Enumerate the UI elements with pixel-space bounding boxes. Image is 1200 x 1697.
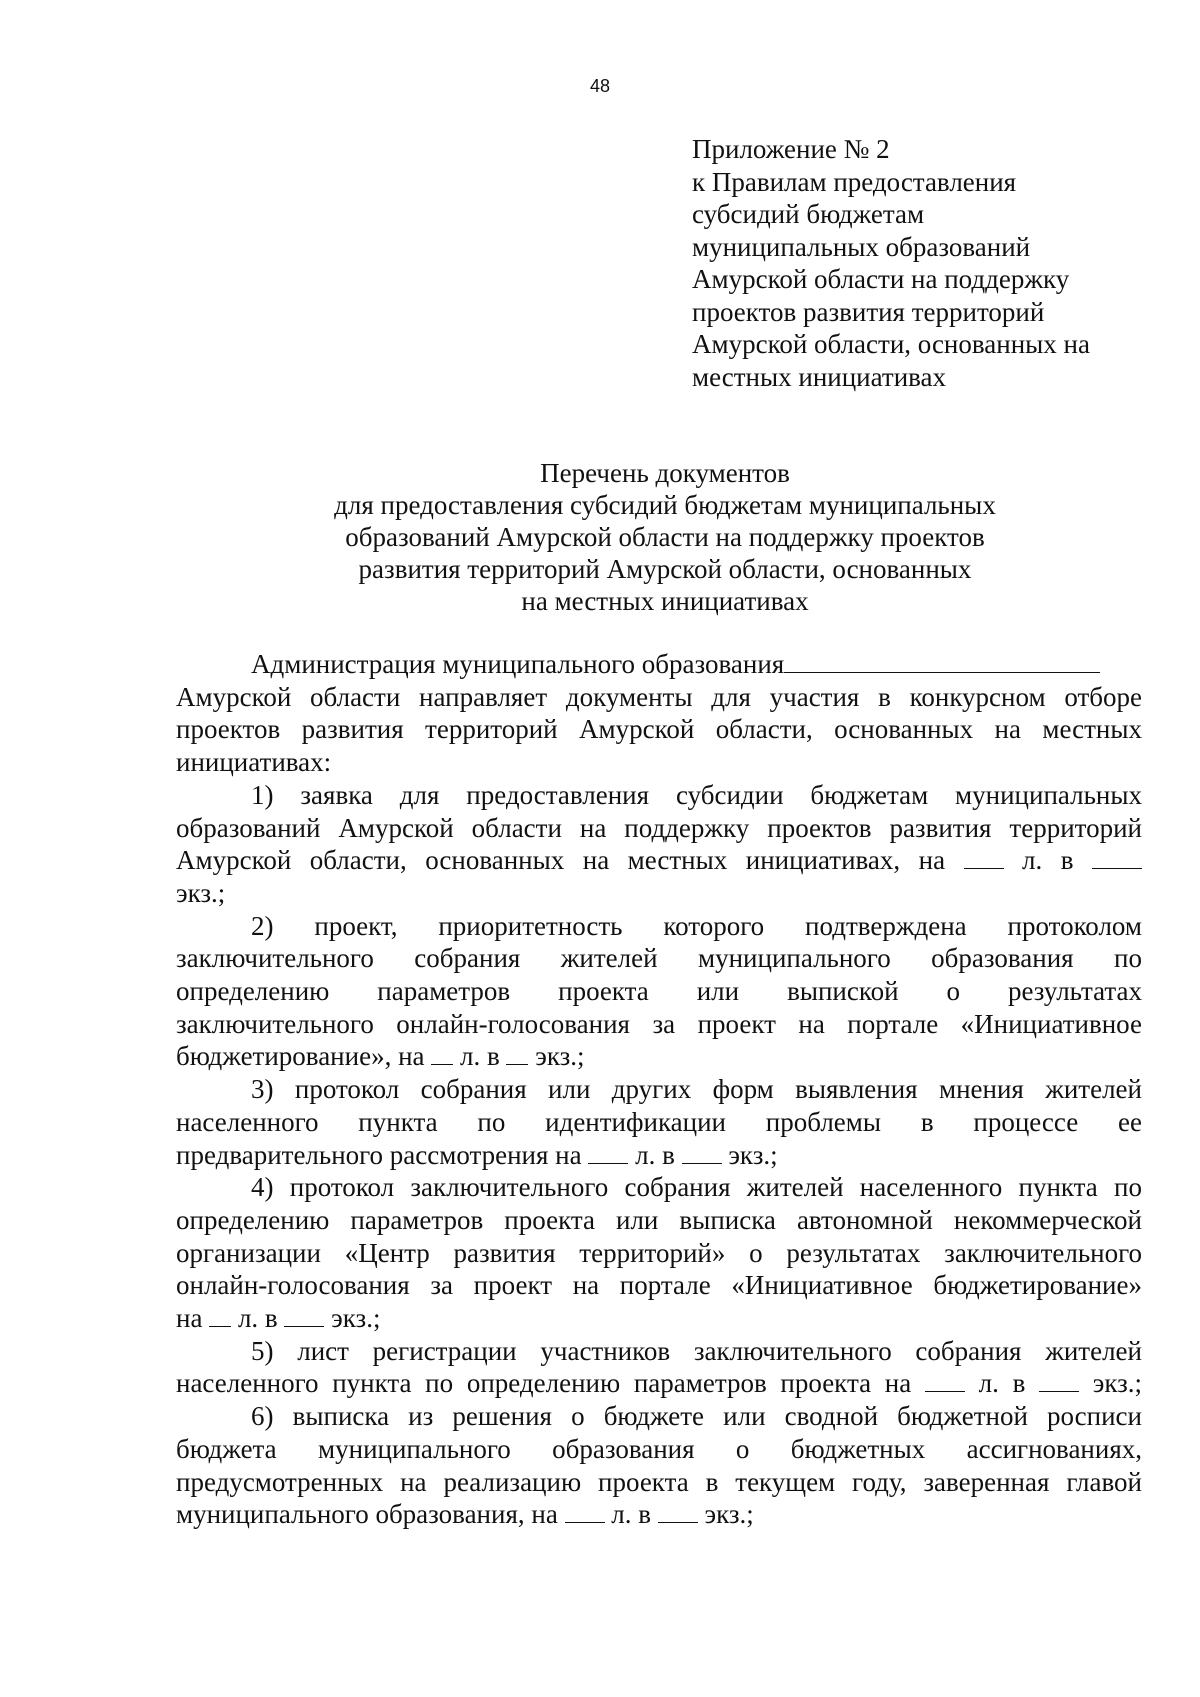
item-line: определению параметров проекта или выписка автономной некоммерческой: [176, 1204, 1142, 1235]
item-line: 1) заявка для предоставления субсидии бюджетам муниципальных: [251, 779, 1142, 810]
item-line: [176, 1302, 1142, 1335]
list-item: [176, 1171, 1142, 1335]
item-text: л. в: [635, 1139, 675, 1170]
item-text: муниципального образования, на: [176, 1499, 558, 1530]
title-line: для предоставления субсидий бюджетам муниципальных: [334, 490, 996, 520]
fill-in-blank: [565, 1498, 605, 1523]
item-text: л. в: [460, 1041, 500, 1072]
document-body: [176, 648, 1142, 1531]
item-line: 4) протокол заключительного собрания жителей населенного пункта по: [251, 1172, 1142, 1203]
item-text: экз.;: [1092, 1368, 1143, 1399]
item-text: экз.;: [331, 1303, 381, 1334]
fill-in-blank: [925, 1367, 965, 1392]
item-line: 5) лист регистрации участников заключительного собрания жителей: [251, 1335, 1142, 1366]
item-text: на: [176, 1303, 203, 1334]
fill-in-blank: [1039, 1367, 1079, 1392]
fill-in-blank: [284, 1302, 324, 1327]
item-line: бюджета муниципального образования о бюджетных ассигнованиях,: [176, 1433, 1142, 1464]
list-item: [176, 1073, 1142, 1171]
item-line: экз.;: [176, 877, 226, 908]
item-text: экз.;: [704, 1499, 754, 1530]
item-text: экз.;: [728, 1139, 778, 1170]
item-line: [176, 1498, 1142, 1531]
fill-in-blank: [209, 1302, 231, 1327]
appendix-line: Приложение № 2: [692, 134, 890, 164]
appendix-line: Амурской области, основанных на: [692, 329, 1090, 359]
fill-in-blank: [1092, 844, 1142, 869]
appendix-header: [692, 133, 1090, 393]
item-line: предусмотренных на реализацию проекта в текущем году, заверенная главой: [176, 1466, 1142, 1497]
title-line: Перечень документов: [540, 458, 790, 488]
list-item: [176, 910, 1142, 1074]
item-line: населенного пункта по идентификации проблемы в процессе ее: [176, 1106, 1142, 1137]
item-text: л. в: [1022, 845, 1074, 876]
item-line: заключительного собрания жителей муниципального образования по: [176, 943, 1142, 974]
item-text: л. в: [611, 1499, 652, 1530]
item-line: организации «Центр развития территорий» о результатах заключительного: [176, 1237, 1142, 1268]
appendix-line: субсидий бюджетам: [692, 199, 925, 229]
fill-in-blank: [964, 844, 1004, 869]
intro-line: проектов развития территорий Амурской области, основанных на местных: [176, 714, 1142, 745]
document-title: [0, 457, 1200, 617]
list-item: [176, 779, 1142, 910]
intro-line: Амурской области направляет документы для участия в конкурсном отборе: [176, 681, 1142, 712]
fill-in-blank: [506, 1040, 528, 1065]
item-line: [176, 844, 1142, 877]
item-text: л. в: [978, 1368, 1026, 1399]
item-text: предварительного рассмотрения на: [176, 1139, 582, 1170]
fill-in-blank: [682, 1139, 722, 1164]
appendix-line: Амурской области на поддержку: [692, 264, 1070, 294]
item-line: определению параметров проекта или выпиской о результатах: [176, 976, 1142, 1007]
intro-line: [176, 648, 1142, 681]
intro-text: Администрация муниципального образования: [251, 649, 785, 679]
item-line: 2) проект, приоритетность которого подтверждена протоколом: [251, 910, 1142, 941]
item-text: л. в: [237, 1303, 278, 1334]
title-line: развития территорий Амурской области, основанных: [358, 554, 972, 584]
appendix-line: проектов развития территорий: [692, 296, 1045, 327]
title-line: образований Амурской области на поддержку проектов: [345, 522, 985, 552]
item-line: 6) выписка из решения о бюджете или сводной бюджетной росписи: [251, 1401, 1142, 1432]
item-text: населенного пункта по определению параметров проекта на: [176, 1368, 912, 1399]
fill-in-blank: [588, 1139, 628, 1164]
item-line: [176, 1367, 1142, 1400]
item-line: [176, 1040, 1142, 1073]
appendix-line: муниципальных образований: [692, 231, 1031, 262]
fill-in-blank: [431, 1040, 453, 1065]
fill-in-blank: [784, 648, 1100, 673]
title-line: на местных инициативах: [521, 586, 809, 616]
list-item: [176, 1335, 1142, 1400]
appendix-line: местных инициативах: [692, 361, 947, 392]
item-line: заключительного онлайн-голосования за проект на портале «Инициативное: [176, 1008, 1142, 1039]
item-text: бюджетирование», на: [176, 1041, 425, 1072]
item-line: образований Амурской области на поддержку проектов развития территорий: [176, 812, 1142, 843]
fill-in-blank: [658, 1498, 698, 1523]
appendix-line: к Правилам предоставления: [692, 166, 1017, 197]
item-line: [176, 1139, 1142, 1172]
item-line: 3) протокол собрания или других форм выявления мнения жителей: [251, 1074, 1142, 1105]
item-text: Амурской области, основанных на местных инициативах, на: [176, 845, 946, 876]
list-item: [176, 1400, 1142, 1531]
item-text: экз.;: [535, 1041, 585, 1072]
intro-line: инициативах:: [176, 747, 332, 778]
intro-paragraph: [176, 648, 1142, 779]
page-number: 48: [589, 76, 611, 96]
item-line: онлайн-голосования за проект на портале «Инициативное бюджетирование»: [176, 1270, 1142, 1301]
